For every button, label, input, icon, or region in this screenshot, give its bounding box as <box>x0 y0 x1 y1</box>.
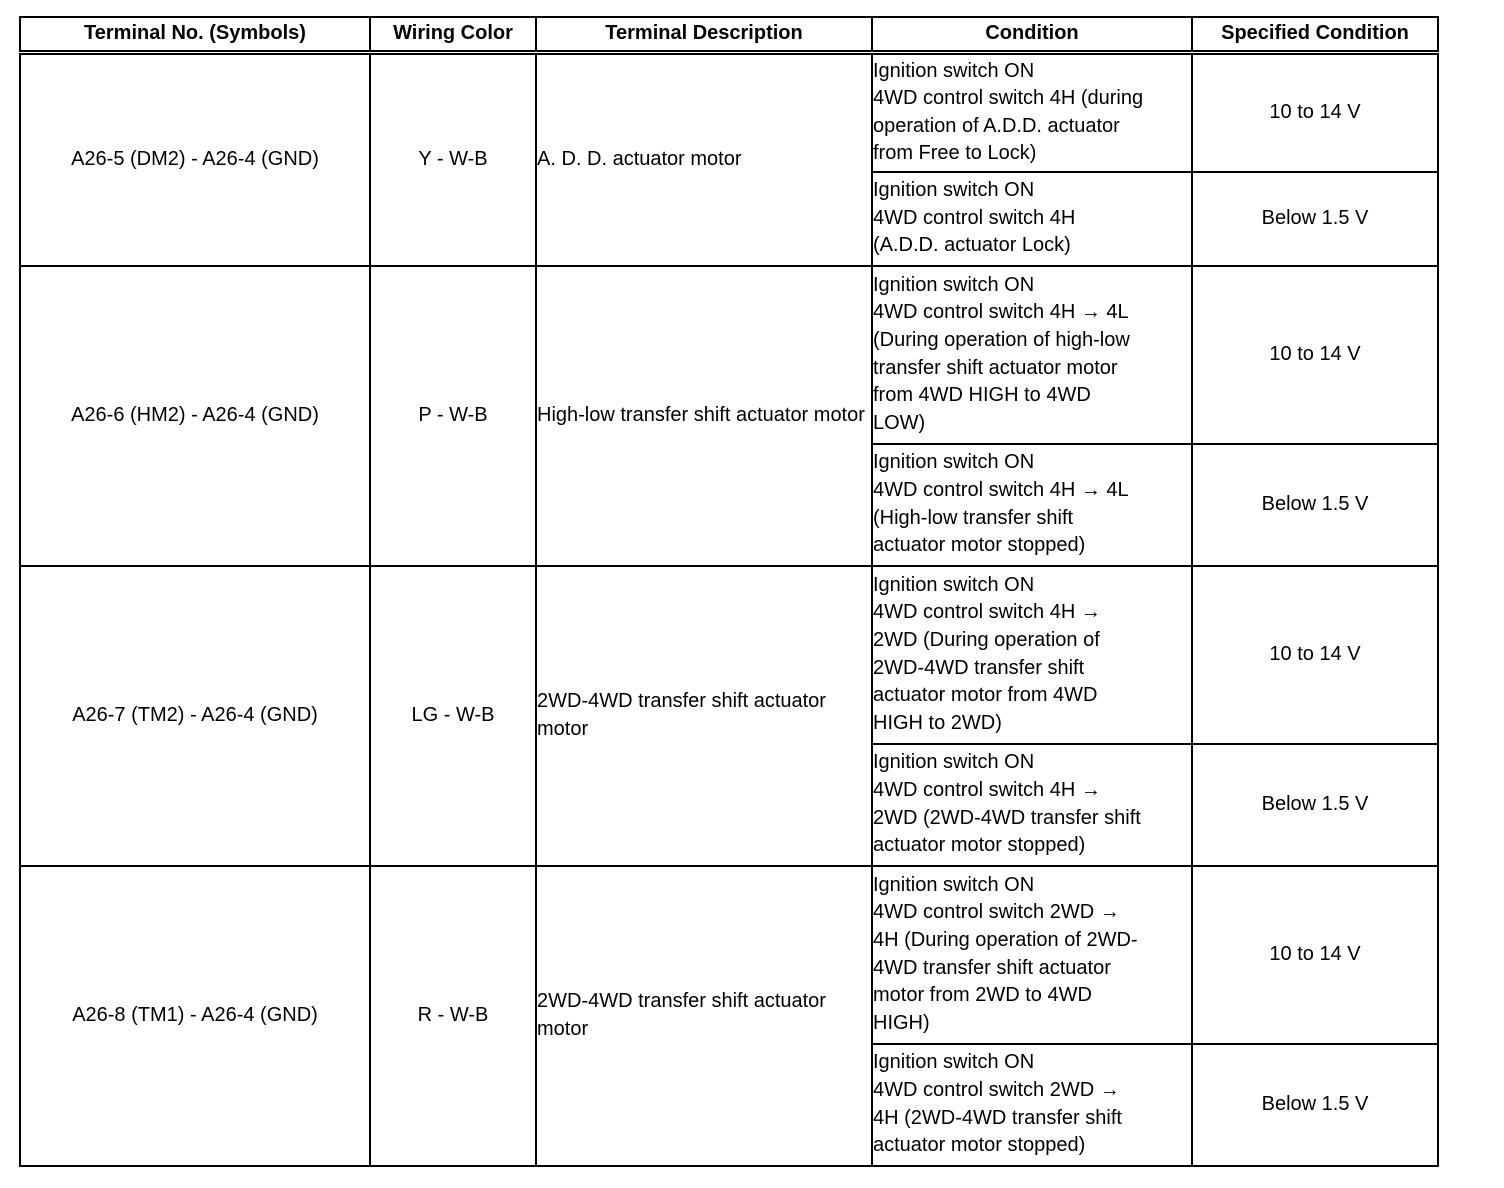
table-row <box>20 266 1438 444</box>
table-row <box>20 866 1438 1044</box>
wiring-color-cell: P - W-B <box>370 266 536 566</box>
terminal-cell: A26-7 (TM2) - A26-4 (GND) <box>20 566 370 866</box>
wiring-color-cell: Y - W-B <box>370 53 536 266</box>
specified-condition-cell: Below 1.5 V <box>1192 444 1438 566</box>
terminal-cell: A26-5 (DM2) - A26-4 (GND) <box>20 53 370 266</box>
wiring-color-cell: R - W-B <box>370 866 536 1166</box>
terminal-spec-table <box>19 16 1439 1167</box>
header-terminal-description: Terminal Description <box>536 17 872 53</box>
condition-cell: Ignition switch ON 4WD control switch 4H → 4L (High-low transfer shift actuator motor stopped) <box>872 444 1192 566</box>
description-cell: 2WD-4WD transfer shift actuator motor <box>536 566 872 866</box>
terminal-cell: A26-6 (HM2) - A26-4 (GND) <box>20 266 370 566</box>
specified-condition-cell: 10 to 14 V <box>1192 566 1438 744</box>
condition-cell: Ignition switch ON 4WD control switch 2WD → 4H (2WD-4WD transfer shift actuator motor stopped) <box>872 1044 1192 1166</box>
description-cell: 2WD-4WD transfer shift actuator motor <box>536 866 872 1166</box>
terminal-cell: A26-8 (TM1) - A26-4 (GND) <box>20 866 370 1166</box>
specified-condition-cell: Below 1.5 V <box>1192 172 1438 266</box>
header-specified-condition: Specified Condition <box>1192 17 1438 53</box>
description-cell: High-low transfer shift actuator motor <box>536 266 872 566</box>
specified-condition-cell: Below 1.5 V <box>1192 1044 1438 1166</box>
condition-cell: Ignition switch ON 4WD control switch 4H → 4L (During operation of high-low transfer shift actuator motor from 4WD HIGH to 4WD LOW) <box>872 266 1192 444</box>
condition-cell: Ignition switch ON 4WD control switch 4H (A.D.D. actuator Lock) <box>872 172 1192 266</box>
specified-condition-cell: Below 1.5 V <box>1192 744 1438 866</box>
description-cell: A. D. D. actuator motor <box>536 53 872 266</box>
condition-cell: Ignition switch ON 4WD control switch 4H → 2WD (2WD-4WD transfer shift actuator motor stopped) <box>872 744 1192 866</box>
header-terminal: Terminal No. (Symbols) <box>20 17 370 53</box>
wiring-color-cell: LG - W-B <box>370 566 536 866</box>
specified-condition-cell: 10 to 14 V <box>1192 266 1438 444</box>
condition-cell: Ignition switch ON 4WD control switch 2WD → 4H (During operation of 2WD- 4WD transfer shift actuator motor from 2WD to 4WD HIGH) <box>872 866 1192 1044</box>
header-condition: Condition <box>872 17 1192 53</box>
header-row <box>20 17 1438 53</box>
condition-cell: Ignition switch ON 4WD control switch 4H → 2WD (During operation of 2WD-4WD transfer shift actuator motor from 4WD HIGH to 2WD) <box>872 566 1192 744</box>
table-row <box>20 53 1438 172</box>
condition-cell: Ignition switch ON 4WD control switch 4H (during operation of A.D.D. actuator from Free to Lock) <box>872 53 1192 172</box>
table-row <box>20 566 1438 744</box>
header-wiring-color: Wiring Color <box>370 17 536 53</box>
specified-condition-cell: 10 to 14 V <box>1192 53 1438 172</box>
specified-condition-cell: 10 to 14 V <box>1192 866 1438 1044</box>
